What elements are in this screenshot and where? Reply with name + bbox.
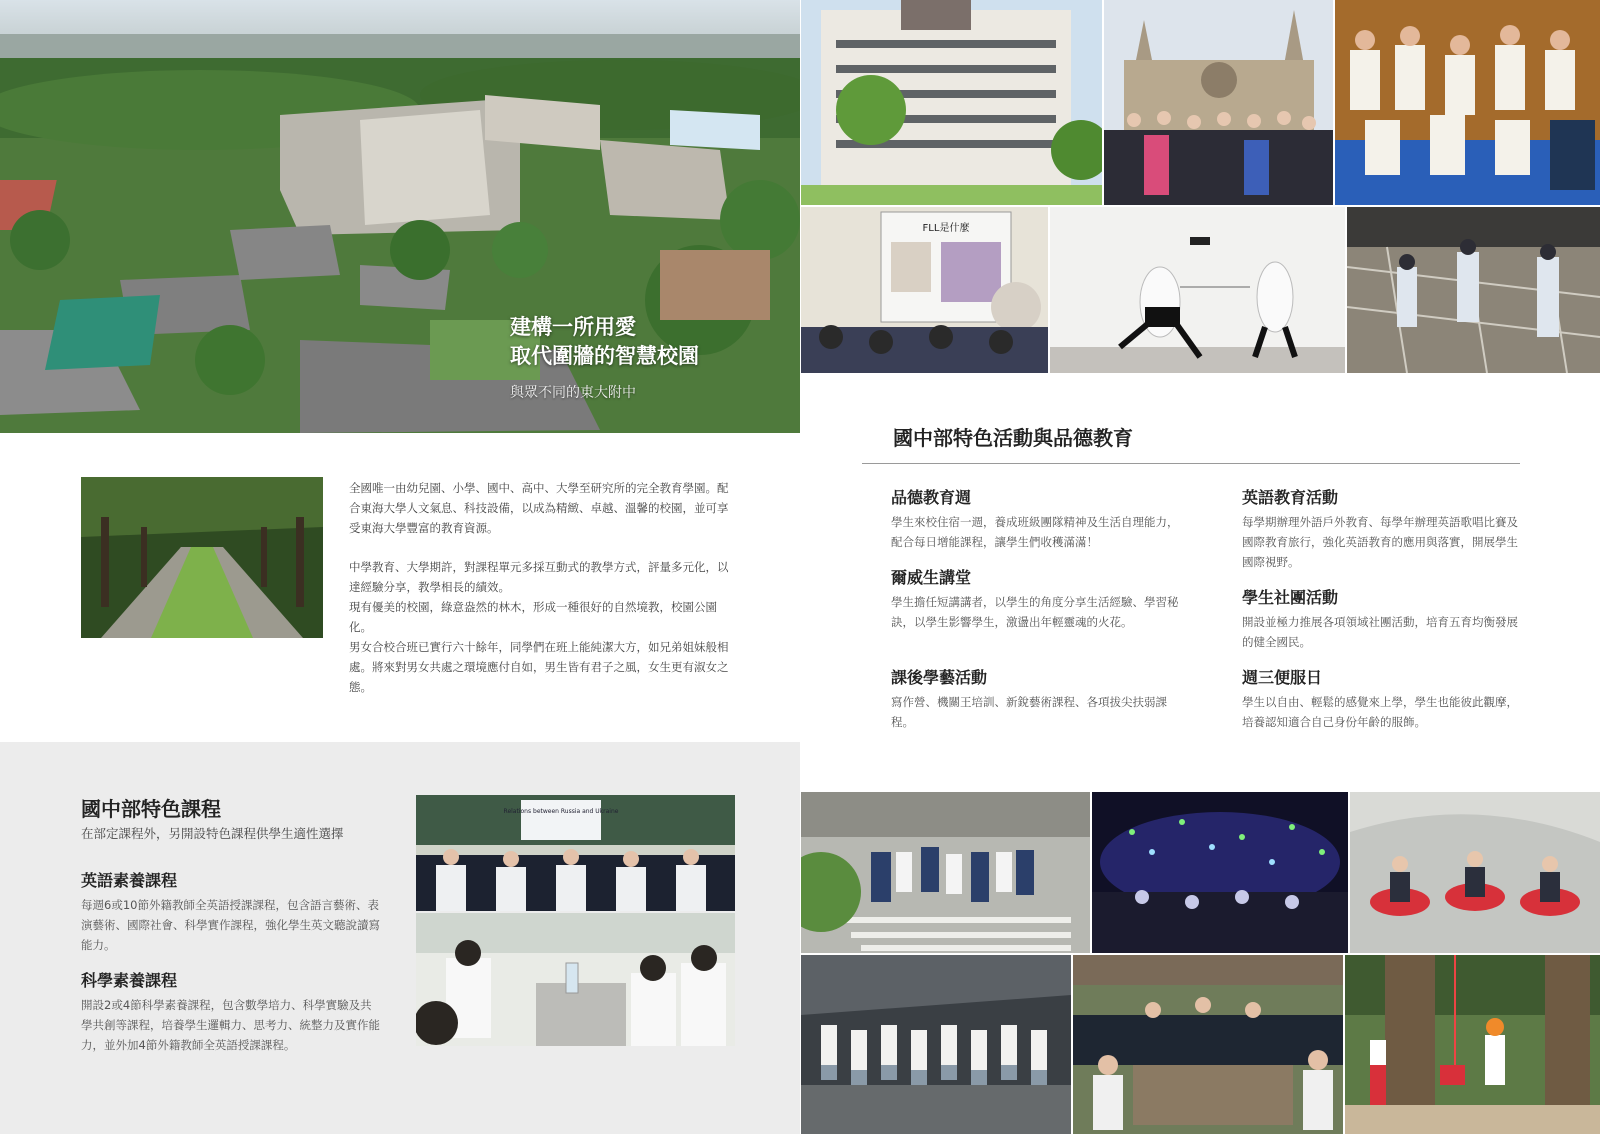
hero-subtitle: 與眾不同的東大附中 [510, 385, 636, 401]
activity-text: 開設並極力推展各項領域社團活動，培育五育均衡發展的健全國民。 [1242, 615, 1518, 649]
hero-title-line2: 取代圍牆的智慧校園 [510, 343, 699, 368]
activity-block [891, 565, 1181, 632]
activity-block [891, 665, 1181, 732]
activity-block [891, 485, 1181, 552]
activity-title: 英語教育活動 [1242, 488, 1339, 507]
activities-section-title: 國中部特色活動與品德教育 [893, 426, 1133, 450]
activity-title: 課後學藝活動 [891, 668, 988, 687]
science-lab-photo [416, 913, 735, 1046]
activity-block [1242, 485, 1524, 572]
activity-title: 爾威生講堂 [891, 568, 972, 587]
section-divider [862, 463, 1520, 464]
grass-sledding-photo [1350, 792, 1600, 953]
course-title: 科學素養課程 [81, 971, 178, 990]
fll-slide-text: FLL是什麼 [922, 223, 970, 234]
activity-title: 學生社團活動 [1242, 588, 1339, 607]
intro-paragraph-1: 全國唯一由幼兒園、小學、國中、高中、大學至研究所的完全教育學園。配合東海大學人文氣息、科技設備，以成為精緻、卓越、溫馨的校園，並可享受東海大學豐富的教育資源。 [349, 481, 729, 535]
course-block [81, 968, 381, 1055]
activity-text: 學生來校住宿一週，養成班級團隊精神及生活自理能力，配合每日增能課程，讓學生們收穫滿滿！ [891, 515, 1179, 549]
intro-paragraph-2: 中學教育、大學期許，對課程單元多採互動式的教學方式，評量多元化，以達經驗分享，教學相長的績效。 [349, 560, 729, 594]
activity-title: 品德教育週 [891, 488, 972, 507]
students-crosswalk-photo [801, 792, 1090, 953]
dance-performance-photo [801, 955, 1071, 1134]
tree-avenue-photo [81, 477, 323, 638]
outdoor-meal-photo [1073, 955, 1343, 1134]
class-board-text: Relations between Russia and Ukraine [503, 808, 619, 815]
cathedral-trip-photo [1104, 0, 1333, 205]
activity-text: 學生擔任短講講者，以學生的角度分享生活經驗、學習秘訣，以學生影響學生，激盪出年輕靈魂的火花。 [891, 595, 1179, 629]
course-text: 每週6或10節外籍教師全英語授課課程，包含語言藝術、表演藝術、國際社會、科學實作課程，強化學生英文聽說讀寫能力。 [81, 898, 380, 952]
activity-text: 學生以自由、輕鬆的感覺來上學，學生也能彼此觀摩，培養認知適合自己身份年齡的服飾。 [1242, 695, 1518, 729]
curriculum-title: 國中部特色課程 [81, 797, 221, 821]
dormitory-building-photo [801, 0, 1102, 205]
intro-paragraph-3: 現有優美的校園，綠意盎然的林木，形成一種很好的自然境教，校園公園化。 [349, 600, 717, 634]
curriculum-subtitle: 在部定課程外，另開設特色課程供學生適性選擇 [81, 826, 344, 841]
rope-course-photo [1347, 207, 1600, 373]
activity-text: 每學期辦理外語戶外教育、每學年辦理英語歌唱比賽及國際教育旅行，強化英語教育的應用與落實，開展學生國際視野。 [1242, 515, 1518, 569]
course-block [81, 868, 381, 955]
fencing-photo [1050, 207, 1345, 373]
basketball-team-photo [1335, 0, 1600, 205]
activity-text: 寫作營、機關王培訓、新銳藝術課程、各項拔尖扶弱課程。 [891, 695, 1167, 729]
hero-title-line1: 建構一所用愛 [510, 314, 636, 339]
class-group-photo [416, 795, 735, 911]
intro-paragraph-4: 男女合校合班已實行六十餘年，同學們在班上能純潔大方，如兄弟姐妹般相處。將來對男女共處之環境應付自如，男生皆有君子之風，女生更有淑女之態。 [349, 640, 729, 694]
climbing-activity-photo [1345, 955, 1600, 1134]
activity-title: 週三便服日 [1242, 668, 1323, 687]
glowstick-night-photo [1092, 792, 1348, 953]
activity-block [1242, 585, 1524, 652]
fll-presentation-photo [801, 207, 1048, 373]
course-text: 開設2或4節科學素養課程，包含數學培力、科學實驗及共學共創等課程，培養學生邏輯力、思考力、統整力及實作能力，並外加4節外籍教師全英語授課課程。 [81, 998, 380, 1052]
course-title: 英語素養課程 [81, 871, 178, 890]
activity-block [1242, 665, 1524, 732]
hero-title [510, 312, 699, 370]
